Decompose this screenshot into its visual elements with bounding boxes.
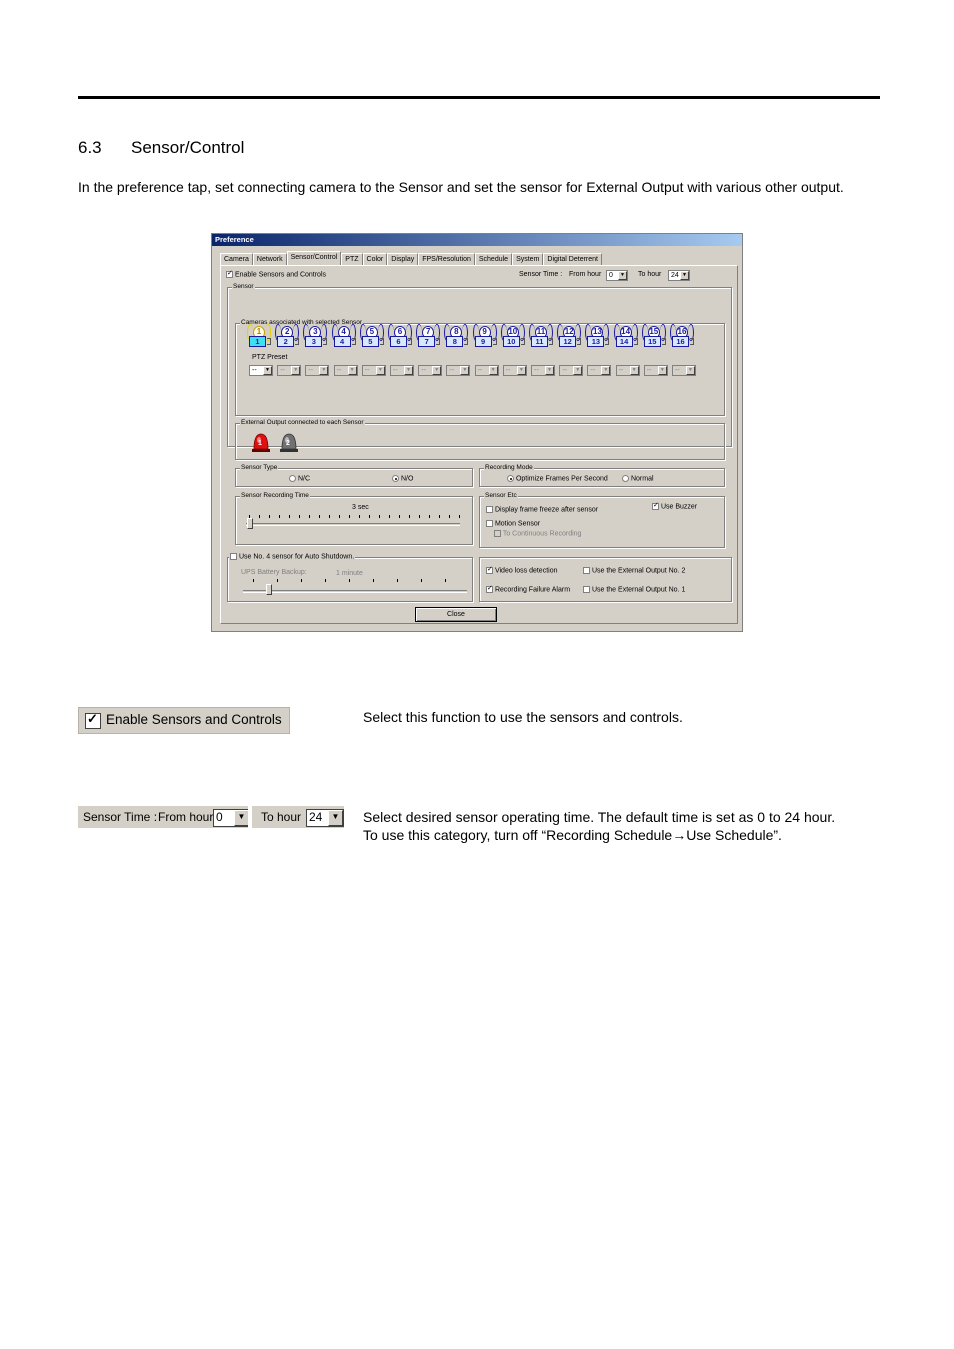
- camera-lens-icon: [352, 338, 356, 345]
- chevron-down-icon: ▼: [460, 366, 469, 375]
- camera-lens-icon: [549, 338, 553, 345]
- camera-lens-icon: [690, 338, 694, 345]
- camera-11-button[interactable]: [530, 336, 554, 347]
- sensor-type-nc-label: N/C: [297, 475, 311, 483]
- camera-icon: 11: [531, 336, 548, 347]
- sensor-recording-time-group-label: Sensor Recording Time: [241, 492, 309, 499]
- ptz-preset-value: --: [534, 367, 539, 374]
- sample-to-value: 24: [309, 810, 323, 824]
- camera-16-button[interactable]: [671, 336, 695, 347]
- ups-battery-value: 1 minute: [336, 570, 363, 577]
- to-hour-value: 24: [671, 272, 679, 279]
- enable-sensors-row[interactable]: [226, 271, 326, 278]
- tab-color[interactable]: Color: [363, 253, 388, 265]
- ptz-preset-value: --: [562, 367, 567, 374]
- display-freeze-checkbox[interactable]: [486, 506, 493, 513]
- camera-icon: 4: [334, 336, 351, 347]
- video-loss-option[interactable]: [486, 567, 557, 574]
- recording-mode-optimize-option[interactable]: [507, 475, 608, 482]
- camera-icon: 14: [616, 336, 633, 347]
- sensor-time-sample: [78, 806, 344, 828]
- camera-icon: 5: [362, 336, 379, 347]
- camera-icon: 8: [446, 336, 463, 347]
- ptz-preset-13-select[interactable]: [587, 365, 611, 376]
- auto-shutdown-row[interactable]: [229, 553, 355, 560]
- ext-output-2-checkbox[interactable]: [583, 567, 590, 574]
- ups-battery-slider[interactable]: [266, 584, 272, 595]
- item2-description-line1: Select desired sensor operating time. The default time is set as 0 to 24 hour.: [363, 809, 836, 825]
- ptz-preset-11-select[interactable]: [531, 365, 555, 376]
- section-title: Sensor/Control: [131, 138, 245, 157]
- dialog-titlebar: Preference: [212, 234, 742, 246]
- external-output-group: [235, 419, 725, 460]
- camera-icon: 2: [277, 336, 294, 347]
- camera-lens-icon: [605, 338, 609, 345]
- ptz-preset-value: --: [449, 367, 455, 374]
- ptz-preset-value: --: [421, 367, 426, 374]
- ext-output-1-option[interactable]: [583, 586, 685, 593]
- sensor-type-group-label: Sensor Type: [241, 464, 278, 471]
- alarm-group: [479, 557, 732, 602]
- ptz-preset-value: --: [590, 367, 596, 374]
- camera-1-button[interactable]: [248, 336, 272, 347]
- sensor-number: 15: [648, 326, 660, 339]
- sensor-number: 8: [450, 326, 462, 339]
- camera-lens-icon: [634, 338, 638, 345]
- sample-from-value: 0: [216, 810, 223, 824]
- camera-lens-icon: [267, 338, 271, 345]
- ptz-preset-value: --: [393, 367, 398, 374]
- sample-to-hour-label: To hour: [261, 810, 302, 824]
- chevron-down-icon: ▼: [601, 366, 610, 375]
- display-freeze-label: Display frame freeze after sensor: [494, 506, 599, 514]
- use-buzzer-checkbox[interactable]: [652, 503, 659, 510]
- camera-14-button[interactable]: [615, 336, 639, 347]
- camera-6-button[interactable]: [389, 336, 413, 347]
- motion-sensor-checkbox[interactable]: [486, 520, 493, 527]
- sensor-number: 9: [479, 326, 491, 339]
- chevron-down-icon: ▼: [630, 366, 639, 375]
- chevron-down-icon: ▼: [404, 366, 413, 375]
- chevron-down-icon: ▼: [680, 271, 689, 280]
- from-hour-label: From hour: [569, 271, 602, 278]
- sensor-type-no-option[interactable]: [392, 475, 413, 482]
- cameras-group-label: Cameras associated with selected Sensor: [241, 319, 363, 326]
- camera-icon: 10: [503, 336, 520, 347]
- use-buzzer-option[interactable]: [652, 503, 697, 510]
- tab-sensor-control[interactable]: Sensor/Control: [287, 251, 342, 265]
- alarm-light-gray-icon[interactable]: [279, 431, 299, 453]
- sensor-number: 13: [591, 326, 603, 339]
- tab-digital-deterrent[interactable]: Digital Deterrent: [543, 253, 602, 265]
- camera-8-button[interactable]: [445, 336, 469, 347]
- chevron-down-icon: ▼: [234, 810, 249, 826]
- preference-dialog: [211, 233, 743, 632]
- ptz-preset-value: --: [618, 367, 624, 374]
- enable-sensors-sample-checkbox: [85, 713, 101, 729]
- sensor-number: 3: [309, 326, 321, 339]
- item2-description-line2: To use this category, turn off “Recording Schedule→Use Schedule”.: [363, 827, 782, 843]
- chevron-down-icon: ▼: [376, 366, 385, 375]
- camera-icon: 12: [559, 336, 576, 347]
- sample-from-hour-label: From hour: [158, 810, 214, 824]
- ptz-preset-value: --: [308, 367, 314, 374]
- to-hour-label: To hour: [638, 271, 662, 278]
- alarm-light-red-icon[interactable]: [251, 431, 271, 453]
- sensor-number: 12: [563, 326, 575, 339]
- ptz-preset-15-select[interactable]: [644, 365, 668, 376]
- to-hour-select[interactable]: [668, 270, 690, 281]
- sensor-recording-time-track: [246, 523, 460, 526]
- ups-battery-label: UPS Battery Backup:: [241, 569, 307, 576]
- ptz-preset-value: --: [336, 367, 342, 374]
- ptz-preset-7-select[interactable]: [418, 365, 442, 376]
- sensor-number: 7: [422, 326, 434, 339]
- sensor-number: 5: [366, 326, 378, 339]
- ext-output-2-label: Use the External Output No. 2: [591, 567, 686, 575]
- tab-schedule[interactable]: Schedule: [475, 253, 512, 265]
- ptz-preset-1-select[interactable]: [249, 365, 273, 376]
- chevron-down-icon: ▼: [618, 271, 627, 280]
- recording-mode-normal-label: Normal: [630, 475, 654, 483]
- sensor-number: 6: [394, 326, 406, 339]
- ptz-preset-6-select[interactable]: [390, 365, 414, 376]
- camera-icon: 9: [475, 336, 492, 347]
- ups-slider-ticks: [253, 579, 453, 582]
- camera-3-button[interactable]: [304, 336, 328, 347]
- ptz-preset-3-select[interactable]: [305, 365, 329, 376]
- ptz-preset-14-select[interactable]: [616, 365, 640, 376]
- sensor-number: 14: [620, 326, 632, 339]
- ext-output-1-checkbox[interactable]: [583, 586, 590, 593]
- recording-mode-normal-radio[interactable]: [622, 475, 629, 482]
- chevron-down-icon: ▼: [348, 366, 357, 375]
- sensor-recording-time-value: 3 sec: [352, 504, 369, 511]
- ptz-preset-12-select[interactable]: [559, 365, 583, 376]
- sample-separator: [248, 806, 252, 828]
- intro-paragraph: In the preference tap, set connecting camera to the Sensor and set the sensor for External Output with various other output.: [78, 179, 844, 195]
- camera-13-button[interactable]: [586, 336, 610, 347]
- tab-bar: [220, 253, 602, 265]
- sensor-number: 16: [676, 326, 688, 339]
- chevron-down-icon: ▼: [291, 366, 300, 375]
- camera-lens-icon: [662, 338, 666, 345]
- recording-mode-normal-option[interactable]: [622, 475, 654, 482]
- sample-sensor-time-label: Sensor Time :: [83, 810, 158, 824]
- camera-9-button[interactable]: [474, 336, 498, 347]
- sensor-type-nc-option[interactable]: [289, 475, 310, 482]
- chevron-down-icon: ▼: [658, 366, 667, 375]
- item1-description: Select this function to use the sensors and controls.: [363, 709, 683, 725]
- camera-lens-icon: [295, 338, 299, 345]
- camera-icon: 3: [305, 336, 322, 347]
- motion-sensor-label: Motion Sensor: [494, 520, 541, 528]
- tab-system[interactable]: System: [512, 253, 543, 265]
- camera-5-button[interactable]: [361, 336, 385, 347]
- header-rule: [78, 96, 880, 99]
- sensor-time-label: Sensor Time :: [519, 271, 563, 278]
- external-output-2-number: 2: [286, 440, 290, 447]
- ptz-preset-value: --: [280, 367, 285, 374]
- to-continuous-checkbox[interactable]: [494, 530, 501, 537]
- recording-mode-optimize-label: Optimize Frames Per Second: [515, 475, 608, 483]
- chevron-down-icon: ▼: [545, 366, 554, 375]
- tab-display[interactable]: Display: [387, 253, 418, 265]
- sensor-recording-time-slider[interactable]: [247, 518, 253, 529]
- sensor-number: 11: [535, 326, 547, 339]
- use-no-label: Use No.: [238, 553, 265, 561]
- enable-sensors-sample: [78, 707, 290, 734]
- sample-to-hour-select: [306, 809, 344, 827]
- tab-fps-resolution[interactable]: FPS/Resolution: [418, 253, 475, 265]
- recording-mode-optimize-radio[interactable]: [507, 475, 514, 482]
- camera-lens-icon: [493, 338, 497, 345]
- use-no-suffix: sensor for Auto Shutdown.: [272, 553, 355, 561]
- ptz-preset-8-select[interactable]: [446, 365, 470, 376]
- camera-lens-icon: [323, 338, 327, 345]
- chevron-down-icon: ▼: [328, 810, 343, 826]
- tab-network[interactable]: Network: [253, 253, 287, 265]
- chevron-down-icon: ▼: [686, 366, 695, 375]
- chevron-down-icon: ▼: [573, 366, 582, 375]
- external-output-group-label: External Output connected to each Sensor: [241, 419, 364, 426]
- video-loss-label: Video loss detection: [494, 567, 558, 575]
- camera-12-button[interactable]: [558, 336, 582, 347]
- camera-icon: 7: [418, 336, 435, 347]
- section-number: 6.3: [78, 138, 102, 157]
- camera-icon: 16: [672, 336, 689, 347]
- camera-icon: 6: [390, 336, 407, 347]
- camera-15-button[interactable]: [643, 336, 667, 347]
- from-hour-value: 0: [609, 272, 613, 279]
- sensor-number: 2: [281, 326, 293, 339]
- ptz-preset-value: --: [252, 367, 257, 374]
- external-output-1-number: 1: [258, 440, 262, 447]
- camera-lens-icon: [408, 338, 412, 345]
- camera-lens-icon: [464, 338, 468, 345]
- ptz-preset-value: --: [646, 367, 652, 374]
- ptz-preset-value: --: [477, 367, 483, 374]
- recording-failure-label: Recording Failure Alarm: [494, 586, 571, 594]
- camera-icon: 13: [587, 336, 604, 347]
- camera-icon: 15: [644, 336, 661, 347]
- camera-lens-icon: [521, 338, 525, 345]
- camera-lens-icon: [380, 338, 384, 345]
- camera-7-button[interactable]: [417, 336, 441, 347]
- tab-ptz[interactable]: PTZ: [341, 253, 362, 265]
- camera-lens-icon: [436, 338, 440, 345]
- auto-shutdown-checkbox[interactable]: [230, 553, 237, 560]
- recording-failure-option[interactable]: [486, 586, 570, 593]
- enable-sensors-sample-label: Enable Sensors and Controls: [106, 712, 282, 727]
- sensor-number: 1: [253, 326, 265, 339]
- close-button[interactable]: Close: [415, 607, 497, 622]
- chevron-down-icon: ▼: [319, 366, 328, 375]
- camera-4-button[interactable]: [333, 336, 357, 347]
- use-no-value: 4: [266, 553, 271, 561]
- sensor-type-no-radio[interactable]: [392, 475, 399, 482]
- sensor-type-no-label: N/O: [400, 475, 414, 483]
- use-buzzer-label: Use Buzzer: [660, 503, 698, 511]
- ptz-preset-value: --: [505, 367, 511, 374]
- enable-sensors-label: Enable Sensors and Controls: [234, 271, 327, 279]
- recording-failure-checkbox[interactable]: [486, 586, 493, 593]
- sensor-type-group: [235, 464, 473, 487]
- sensor-control-panel: [220, 265, 738, 624]
- ptz-preset-label: PTZ Preset: [252, 354, 288, 361]
- ptz-preset-value: --: [675, 367, 680, 374]
- camera-lens-icon: [577, 338, 581, 345]
- ptz-preset-16-select[interactable]: [672, 365, 696, 376]
- recording-mode-group-label: Recording Mode: [485, 464, 533, 471]
- chevron-down-icon: ▼: [517, 366, 526, 375]
- to-continuous-label: To Continuous Recording: [502, 530, 582, 538]
- ext-output-1-label: Use the External Output No. 1: [591, 586, 686, 594]
- ups-battery-track: [243, 590, 467, 593]
- slider-ticks: [249, 515, 461, 518]
- ptz-preset-2-select[interactable]: [277, 365, 301, 376]
- from-hour-select[interactable]: [606, 270, 628, 281]
- ext-output-2-option[interactable]: [583, 567, 685, 574]
- ptz-preset-4-select[interactable]: [334, 365, 358, 376]
- section-heading: [78, 138, 244, 158]
- camera-icon: 1: [249, 336, 266, 347]
- chevron-down-icon: ▼: [432, 366, 441, 375]
- display-freeze-option[interactable]: [486, 506, 598, 513]
- sample-from-hour-select: [213, 809, 250, 827]
- video-loss-checkbox[interactable]: [486, 567, 493, 574]
- motion-sensor-option[interactable]: [486, 520, 540, 527]
- ptz-preset-5-select[interactable]: [362, 365, 386, 376]
- camera-2-button[interactable]: [276, 336, 300, 347]
- ptz-preset-value: --: [364, 367, 370, 374]
- sensor-number: 4: [338, 326, 350, 339]
- to-continuous-option[interactable]: [494, 530, 581, 537]
- sensor-etc-group-label: Sensor Etc: [485, 492, 517, 499]
- sensor-group-label: Sensor: [233, 283, 254, 290]
- chevron-down-icon: ▼: [489, 366, 498, 375]
- ptz-preset-10-select[interactable]: [503, 365, 527, 376]
- camera-10-button[interactable]: [502, 336, 526, 347]
- ptz-preset-9-select[interactable]: [475, 365, 499, 376]
- sensor-type-nc-radio[interactable]: [289, 475, 296, 482]
- enable-sensors-checkbox[interactable]: [226, 271, 233, 278]
- tab-camera[interactable]: Camera: [220, 253, 253, 265]
- chevron-down-icon: ▼: [263, 366, 272, 375]
- sensor-number: 10: [507, 326, 519, 339]
